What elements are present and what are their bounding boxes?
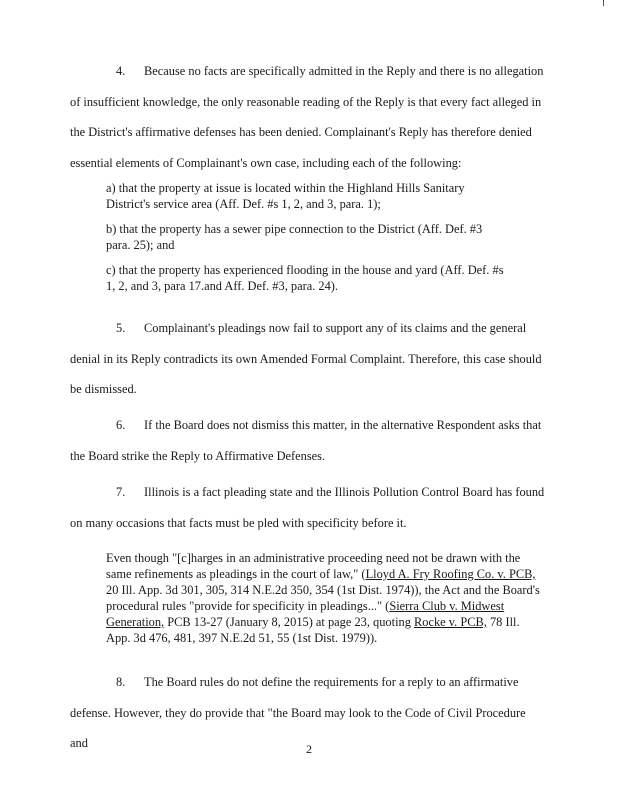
- paragraph-7: [70, 477, 545, 538]
- paragraph-text: Illinois is a fact pleading state and the Illinois Pollution Control Board has found on many occasions that facts must be pled with specificity before it.: [70, 485, 545, 530]
- quote-text: Even though "[c]harges in an administrative proceeding need not be drawn with the same refinements as pleadings in the court of law," (: [106, 551, 521, 581]
- list-item-c: c) that the property has experienced flooding in the house and yard (Aff. Def. #s 1, 2, and 3, para 17.and Aff. Def. #3, para. 24).: [106, 263, 504, 293]
- page-corner-mark: [600, 0, 604, 6]
- paragraph-5: [70, 313, 545, 405]
- list-item-a: a) that the property at issue is located within the Highland Hills Sanitary District's service area (Aff. Def. #s 1, 2, and 3, para. 1);: [106, 181, 465, 211]
- page-number: 2: [306, 742, 312, 756]
- block-quote: [106, 550, 546, 646]
- paragraph-text: If the Board does not dismiss this matter, in the alternative Respondent asks that the Board strike the Reply to Affirmative Defenses.: [70, 418, 542, 463]
- paragraph-number: 8.: [116, 675, 126, 689]
- paragraph-text: The Board rules do not define the requirements for a reply to an affirmative defense. However, they do provide that "the Board may look to the Code of Civil Procedure and: [70, 675, 526, 750]
- paragraph-4: [70, 56, 545, 178]
- quote-text: 78 Ill. App. 3d 476, 481, 397 N.E.2d 51, 55 (1st Dist. 1979)).: [106, 615, 520, 645]
- list-item-b: b) that the property has a sewer pipe connection to the District (Aff. Def. #3 para. 25); and: [106, 222, 483, 252]
- paragraph-6: [70, 410, 545, 471]
- case-citation-link: Rocke v. PCB,: [414, 615, 487, 629]
- paragraph-number: 6.: [116, 418, 126, 432]
- quote-text: 20 Ill. App. 3d 301, 305, 314 N.E.2d 350, 354 (1st Dist. 1974)), the Act and the Board's procedural rules "provide for specificity in pleadings..." (: [106, 583, 540, 613]
- paragraph-text: Because no facts are specifically admitted in the Reply and there is no allegation of insufficient knowledge, the only reasonable reading of the Reply is that every fact alleged in the District's affirmative defenses has been denied. Complainant's Reply has therefore denied essential elements of Complainant's own case, including each of the following:: [70, 64, 544, 170]
- paragraph-number: 5.: [116, 321, 126, 335]
- paragraph-text: Complainant's pleadings now fail to support any of its claims and the general denial in its Reply contradicts its own Amended Formal Complaint. Therefore, this case should be dismissed.: [70, 321, 542, 396]
- quote-text: PCB 13-27 (January 8, 2015) at page 23, quoting: [164, 615, 415, 629]
- case-citation-link: Sierra Club v. Midwest Generation,: [106, 599, 505, 629]
- paragraph-number: 4.: [116, 64, 126, 78]
- paragraph-number: 7.: [116, 485, 126, 499]
- case-citation-link: Lloyd A. Fry Roofing Co. v. PCB,: [365, 567, 536, 581]
